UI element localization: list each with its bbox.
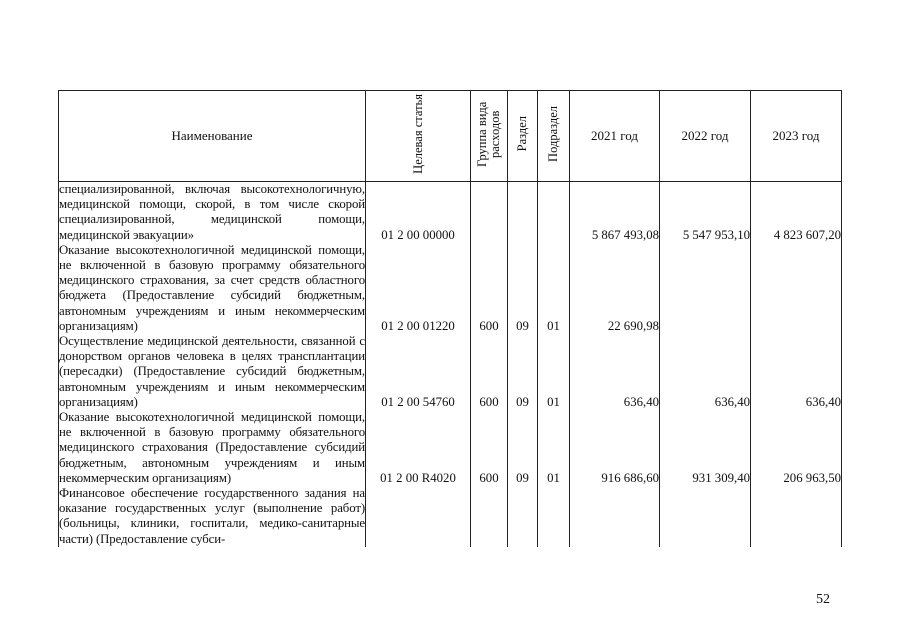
header-2023: 2023 год xyxy=(751,91,842,182)
row-target: 01 2 00 R4020 xyxy=(366,410,471,486)
row-target: 01 2 00 01220 xyxy=(366,243,471,334)
row-target: 01 2 00 54760 xyxy=(366,334,471,410)
row-2022 xyxy=(660,243,751,334)
header-section: Раздел xyxy=(508,91,538,182)
row-section: 09 xyxy=(508,410,538,486)
header-name: Наименование xyxy=(59,91,366,182)
page-number: 52 xyxy=(816,592,830,607)
row-2021: 916 686,60 xyxy=(570,410,660,486)
row-2021: 22 690,98 xyxy=(570,243,660,334)
row-2022: 931 309,40 xyxy=(660,410,751,486)
row-subsection: 01 xyxy=(538,243,570,334)
row-2021 xyxy=(570,486,660,547)
row-group: 600 xyxy=(471,334,508,410)
row-target xyxy=(366,486,471,547)
row-2023: 4 823 607,20 xyxy=(751,182,842,243)
row-2021: 5 867 493,08 xyxy=(570,182,660,243)
row-2021: 636,40 xyxy=(570,334,660,410)
header-target: Целевая статья xyxy=(366,91,471,182)
row-2022: 5 547 953,10 xyxy=(660,182,751,243)
row-subsection xyxy=(538,486,570,547)
row-subsection xyxy=(538,182,570,243)
table-row xyxy=(59,334,842,410)
row-name: Оказание высокотехнологичной медицинской помощи, не включенной в базовую программу обязательного медицинского страхования, за счет средств областного бюджета (Предоставление субсидий бюджетным, автономным учреждениям и иным некоммерческим организациям) xyxy=(59,242,365,333)
row-2023 xyxy=(751,486,842,547)
row-2023: 206 963,50 xyxy=(751,410,842,486)
row-group xyxy=(471,486,508,547)
row-group xyxy=(471,182,508,243)
budget-table xyxy=(58,90,842,547)
row-subsection: 01 xyxy=(538,410,570,486)
header-2022: 2022 год xyxy=(660,91,751,182)
table-row xyxy=(59,182,842,243)
row-name: специализированной, включая высокотехнологичную, медицинской помощи, скорой, в том числе скорой специализированной, медицинской помощи, медицинской эвакуации» xyxy=(59,182,365,242)
row-name: Оказание высокотехнологичной медицинской помощи, не включенной в базовую программу обязательного медицинского страхования (Предоставление субсидий бюджетным, автономным учреждениям и иным некоммерческим организациям) xyxy=(59,410,365,485)
row-section: 09 xyxy=(508,243,538,334)
table-row xyxy=(59,243,842,334)
row-2023: 636,40 xyxy=(751,334,842,410)
table-row xyxy=(59,486,842,547)
row-group: 600 xyxy=(471,243,508,334)
row-2022 xyxy=(660,486,751,547)
row-name: Финансовое обеспечение государственного задания на оказание государственных услуг (выполнение работ) (больницы, клиники, госпитали, медико-санитарные части) (Предоставление субси- xyxy=(59,486,365,546)
row-subsection: 01 xyxy=(538,334,570,410)
table-header-row xyxy=(59,91,842,182)
row-target: 01 2 00 00000 xyxy=(366,182,471,243)
row-2022: 636,40 xyxy=(660,334,751,410)
header-group: Группа вида расходов xyxy=(471,91,508,182)
row-section: 09 xyxy=(508,334,538,410)
header-2021: 2021 год xyxy=(570,91,660,182)
table-row xyxy=(59,410,842,486)
row-2023 xyxy=(751,243,842,334)
row-section xyxy=(508,182,538,243)
row-name: Осуществление медицинской деятельности, связанной с донорством органов человека в целях трансплантации (пересадки) (Предоставление субсидий бюджетным, автономным учреждениям и иным некоммерческим организациям) xyxy=(59,334,365,409)
header-subsection: Подраздел xyxy=(538,91,570,182)
row-group: 600 xyxy=(471,410,508,486)
row-section xyxy=(508,486,538,547)
